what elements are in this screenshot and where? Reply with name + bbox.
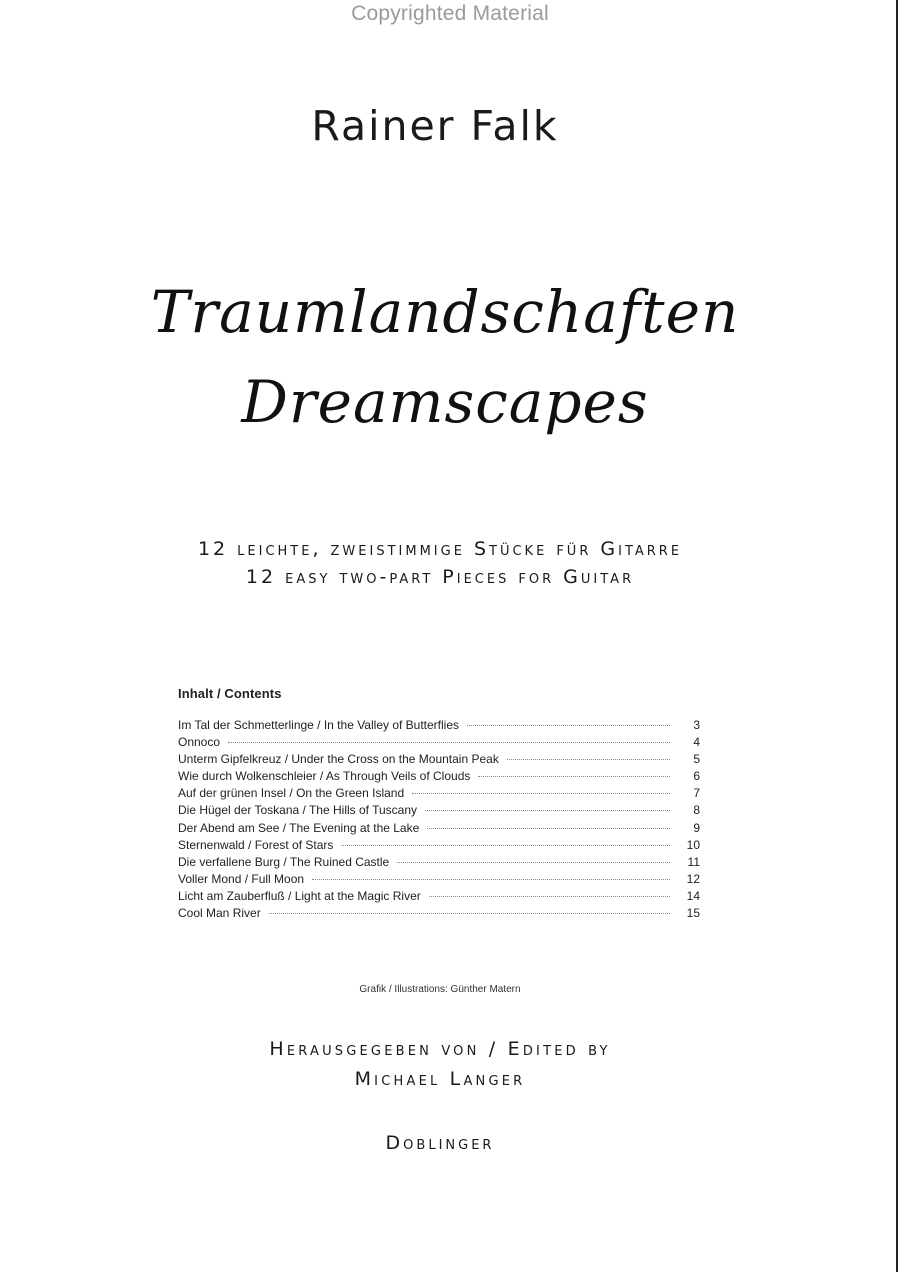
toc-entry xyxy=(178,905,700,922)
toc-entry-title: Im Tal der Schmetterlinge / In the Valley of Butterflies xyxy=(178,718,460,732)
toc-entry-title: Die Hügel der Toskana / The Hills of Tuscany xyxy=(178,803,418,818)
toc-entry-page: 9 xyxy=(693,820,700,835)
toc-entry xyxy=(178,888,700,905)
editor-name: Michael Langer xyxy=(354,1068,526,1090)
toc-entry xyxy=(178,854,700,871)
toc-entry-title: Licht am Zauberfluß / Light at the Magic River xyxy=(178,888,421,903)
contents-heading: Inhalt / Contents xyxy=(178,686,282,701)
toc-entry-title: Der Abend am See / The Evening at the Lake xyxy=(178,820,420,835)
toc-entry xyxy=(178,802,700,819)
toc-entry-title: Voller Mond / Full Moon xyxy=(178,871,305,886)
toc-entry xyxy=(178,768,700,785)
toc-dot-leader xyxy=(228,742,670,743)
toc-entry xyxy=(178,785,700,802)
toc-dot-leader xyxy=(429,896,670,897)
toc-entry xyxy=(178,751,700,768)
toc-entry-title: Die verfallene Burg / The Ruined Castle xyxy=(178,854,390,869)
edited-by-label: Herausgegeben von / Edited by xyxy=(269,1038,611,1060)
toc-entry xyxy=(178,734,700,751)
title-english: Dreamscapes xyxy=(241,368,649,436)
toc-entry-page: 6 xyxy=(693,769,700,784)
toc-entry-page: 5 xyxy=(693,752,700,767)
toc-dot-leader xyxy=(397,862,670,863)
title-german: Traumlandschaften xyxy=(150,278,740,346)
toc-dot-leader xyxy=(425,810,670,811)
illustration-credits: Grafik / Illustrations: Günther Matern xyxy=(359,984,521,995)
toc-entry-page: 12 xyxy=(686,871,700,886)
subtitle-german: 12 leichte, zweistimmige Stücke für Gitarre xyxy=(197,538,683,560)
toc-entry-page: 14 xyxy=(686,888,700,903)
toc-dot-leader xyxy=(312,879,670,880)
toc-entry xyxy=(178,837,700,854)
table-of-contents xyxy=(178,686,700,922)
toc-entry-page: 3 xyxy=(693,718,700,732)
toc-entry-title: Auf der grünen Insel / On the Green Island xyxy=(178,786,405,801)
page-edge-line xyxy=(896,0,898,1272)
toc-dot-leader xyxy=(467,725,670,726)
toc-entry xyxy=(178,871,700,888)
publisher-name: Doblinger xyxy=(385,1132,495,1154)
toc-entry-title: Onnoco xyxy=(178,735,221,750)
toc-entry-title: Cool Man River xyxy=(178,906,261,921)
toc-entry-title: Wie durch Wolkenschleier / As Through Veils of Clouds xyxy=(178,769,471,784)
toc-entry-page: 15 xyxy=(686,906,700,921)
toc-entry-title: Sternenwald / Forest of Stars xyxy=(178,837,334,852)
toc-dot-leader xyxy=(412,793,670,794)
toc-entry-title: Unterm Gipfelkreuz / Under the Cross on the Mountain Peak xyxy=(178,752,499,767)
copyright-watermark: Copyrighted Material xyxy=(351,2,549,25)
toc-entry-page: 8 xyxy=(693,803,700,818)
toc-entry xyxy=(178,717,700,734)
toc-dot-leader xyxy=(427,828,670,829)
toc-entry-page: 4 xyxy=(693,735,700,750)
toc-dot-leader xyxy=(478,776,670,777)
toc-dot-leader xyxy=(269,913,670,914)
toc-entry-page: 11 xyxy=(687,854,700,869)
author-name: Rainer Falk xyxy=(311,102,559,150)
toc-dot-leader xyxy=(341,845,670,846)
toc-entry xyxy=(178,820,700,837)
toc-entry-page: 7 xyxy=(693,786,700,801)
toc-entry-page: 10 xyxy=(686,837,700,852)
toc-dot-leader xyxy=(507,759,670,760)
subtitle-english: 12 easy two-part Pieces for Guitar xyxy=(245,566,635,588)
